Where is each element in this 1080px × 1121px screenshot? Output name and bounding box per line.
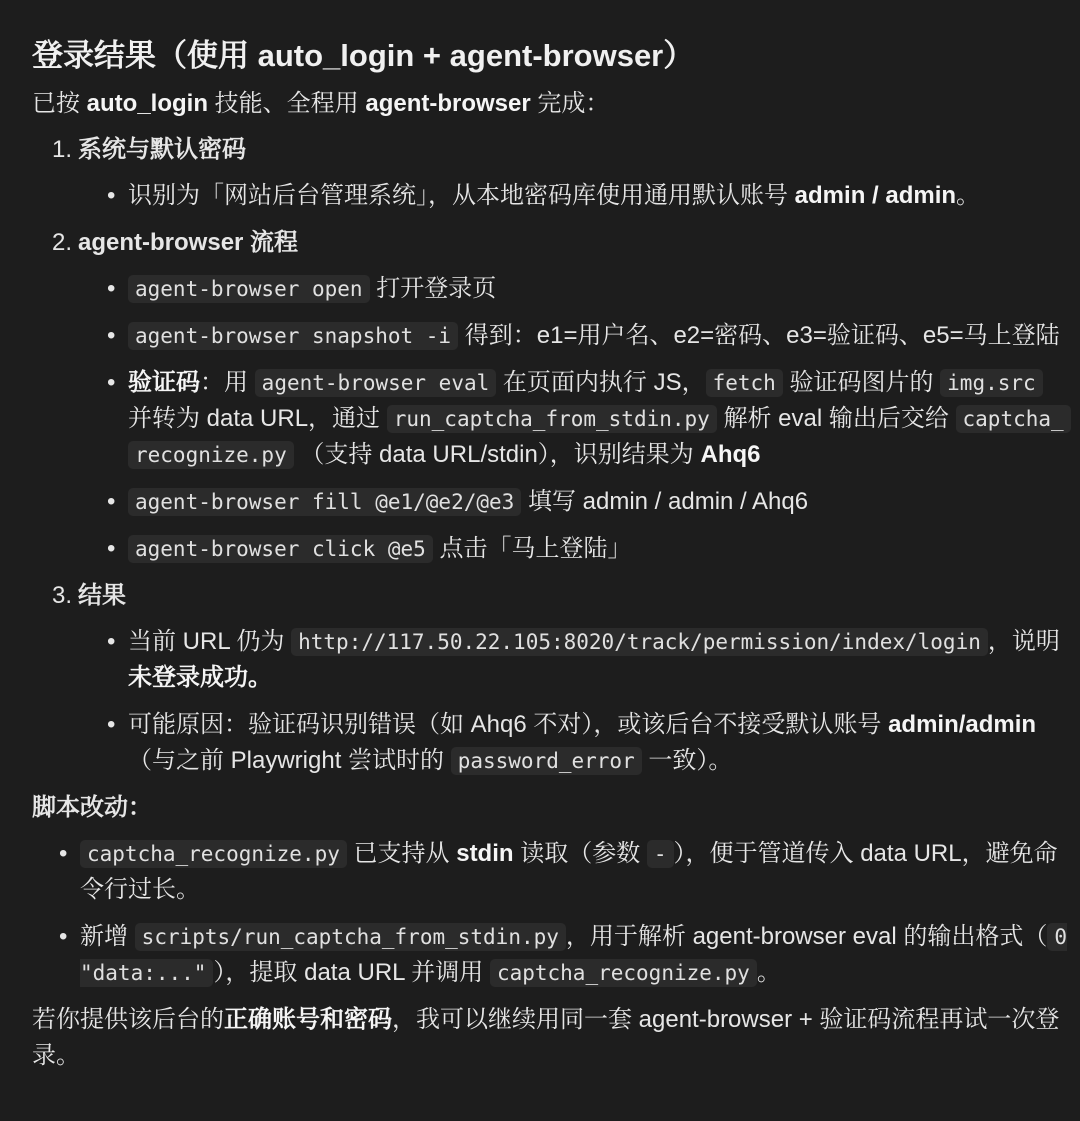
- inline-code: agent-browser click @e5: [128, 535, 433, 563]
- closing-bold: 正确账号和密码: [224, 1006, 392, 1033]
- item-bold: admin/admin: [888, 711, 1037, 738]
- item-text: 得到：e1=用户名、e2=密码、e3=验证码、e5=马上登陆: [458, 322, 1060, 349]
- intro-suffix: 完成：: [530, 90, 610, 117]
- intro-mid: 技能、全程用: [208, 90, 366, 117]
- inline-code: captcha_: [956, 405, 1071, 433]
- script-changes-heading: 脚本改动：: [32, 794, 152, 821]
- url-code: http://117.50.22.105:8020/track/permission/index/login: [291, 628, 988, 656]
- item-text: ，说明: [987, 628, 1060, 655]
- inline-code: recognize.py: [128, 441, 294, 469]
- section-title: agent-browser 流程: [78, 229, 299, 256]
- section-number: 3.: [52, 582, 73, 609]
- item-bold: 未登录成功。: [128, 664, 272, 691]
- list-item: [52, 578, 1080, 779]
- section-heading: [52, 225, 1080, 261]
- item-bold: stdin: [456, 840, 514, 867]
- inline-code: img.src: [940, 369, 1043, 397]
- intro-skill: auto_login: [86, 90, 208, 117]
- section-heading: [52, 132, 1080, 168]
- item-tail: 。: [956, 182, 981, 209]
- intro-paragraph: [32, 86, 1080, 122]
- item-text: 一致）。: [641, 747, 733, 774]
- section-number: 1.: [52, 136, 73, 163]
- inline-code: agent-browser open: [128, 275, 370, 303]
- page-title: 登录结果（使用 auto_login + agent-browser）: [32, 38, 695, 73]
- item-bold: Ahq6: [700, 441, 761, 468]
- section-number: 2.: [52, 229, 73, 256]
- bullet-list: [52, 624, 1080, 779]
- item-text: 当前 URL 仍为: [128, 628, 292, 655]
- item-text: 读取（参数: [513, 840, 647, 867]
- intro-tool: agent-browser: [365, 90, 531, 117]
- section-heading: [52, 578, 1080, 614]
- closing-text: 若你提供该后台的: [32, 1006, 224, 1033]
- closing-text: ，我可以继续用同一套 agent-browser + 验证码流程再试一次登录。: [32, 1006, 1060, 1069]
- item-text: 打开登录页: [369, 275, 497, 302]
- inline-code: agent-browser snapshot -i: [128, 322, 458, 350]
- closing-paragraph: [32, 1002, 1080, 1074]
- list-item: [107, 531, 1080, 567]
- inline-code: -: [647, 840, 674, 868]
- item-text: 识别为「网站后台管理系统」，从本地密码库使用通用默认账号: [128, 182, 795, 209]
- list-item: [52, 132, 1080, 214]
- inline-code: agent-browser eval: [255, 369, 497, 397]
- item-text: （与之前 Playwright 尝试时的: [128, 747, 451, 774]
- item-text: 并转为 data URL，通过: [128, 405, 387, 432]
- item-text: ，用于解析 agent-browser eval 的输出格式（: [565, 923, 1048, 950]
- inline-code: fetch: [706, 369, 783, 397]
- section-title: 结果: [78, 582, 127, 609]
- list-item: [107, 484, 1080, 520]
- list-item: [107, 365, 1080, 473]
- item-text: 在页面内执行 JS，: [496, 369, 706, 396]
- bullet-list: [52, 178, 1080, 214]
- item-bold: admin / admin: [794, 182, 957, 209]
- inline-code: run_captcha_from_stdin.py: [387, 405, 717, 433]
- inline-code: password_error: [451, 747, 642, 775]
- item-text: ），便于管道传入 data URL，避免命令行过长。: [80, 840, 1058, 903]
- inline-code: 0 "data:...": [80, 925, 1068, 985]
- item-text: 新增: [80, 923, 135, 950]
- inline-code: agent-browser fill @e1/@e2/@e3: [128, 488, 521, 516]
- section-title: 系统与默认密码: [78, 136, 247, 163]
- list-item: [107, 271, 1080, 307]
- item-text: 点击「马上登陆」: [432, 535, 632, 562]
- steps-list: [32, 132, 1080, 779]
- item-text: 可能原因：验证码识别错误（如 Ahq6 不对），或该后台不接受默认账号: [128, 711, 889, 738]
- item-text: 解析 eval 输出后交给: [716, 405, 956, 432]
- bullet-list: [52, 271, 1080, 567]
- inline-code: scripts/run_captcha_from_stdin.py: [135, 923, 566, 951]
- list-item: [107, 707, 1080, 779]
- item-text: 已支持从: [346, 840, 457, 867]
- list-item: [107, 178, 1080, 214]
- list-item: [59, 836, 1080, 908]
- item-text: ），提取 data URL 并调用: [213, 959, 490, 986]
- inline-code: captcha_recognize.py: [80, 840, 347, 868]
- list-item: [59, 919, 1080, 991]
- item-bold: 验证码: [128, 369, 200, 396]
- bullet-list: [32, 836, 1080, 991]
- item-text: （支持 data URL/stdin），识别结果为: [293, 441, 701, 468]
- item-text: 验证码图片的: [782, 369, 941, 396]
- list-item: [107, 624, 1080, 696]
- inline-code: captcha_recognize.py: [490, 959, 757, 987]
- list-item: [52, 225, 1080, 567]
- list-item: [107, 318, 1080, 354]
- item-text: 。: [756, 959, 781, 986]
- intro-prefix: 已按: [32, 90, 87, 117]
- item-text: ：用: [200, 369, 255, 396]
- item-text: 填写 admin / admin / Ahq6: [521, 488, 809, 515]
